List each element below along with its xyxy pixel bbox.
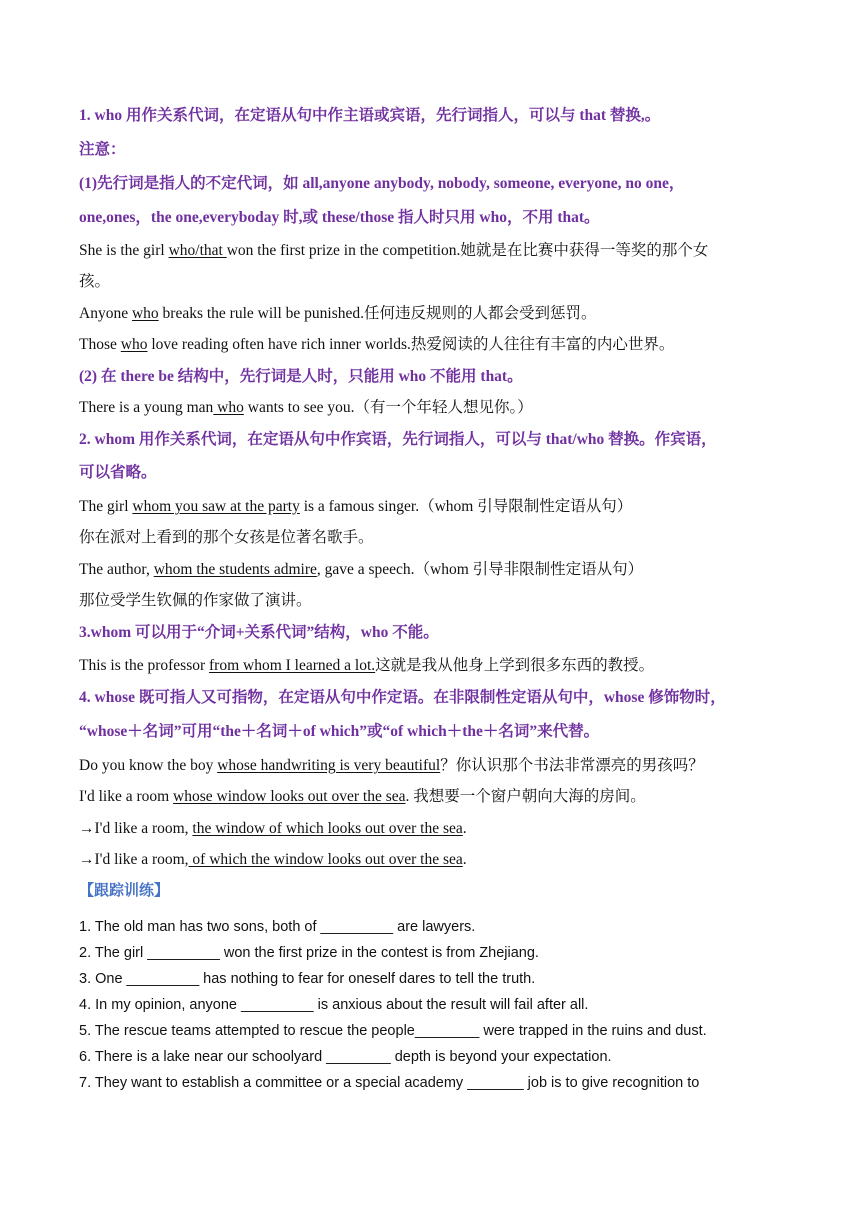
example-5-relative-clause: whom you saw at the party [132,498,300,515]
example-2-text-tail: breaks the rule will be punished.任何违反规则的人都会受到惩罚。 [158,305,597,322]
example-4-text-tail: wants to see you.（有一个年轻人想见你。） [243,399,533,416]
example-8-text-tail: ？你认识那个书法非常漂亮的男孩吗？ [440,757,704,774]
example-10-text-tail: . [462,820,467,837]
example-6-relative-clause: whom the students admire [153,561,317,578]
practice-heading: 【跟踪训练】 [79,883,170,899]
section-1-title: 1. who 用作关系代词，在定语从句中作主语或宾语，先行词指人，可以与 that 替换,。 [79,107,661,124]
example-2 [79,304,596,324]
example-8-text: Do you know the boy [79,757,218,774]
example-7-relative-clause: from whom I learned a lot. [209,657,376,674]
example-6-text: The author, [79,561,154,578]
example-5-text: The girl [79,498,133,515]
example-3-text-tail: love reading often have rich inner worlds.热爱阅读的人往往有丰富的内心世界。 [147,336,675,353]
example-2-relative-word: who [131,305,159,322]
practice-item: 7. They want to establish a committee or a special academy _______ job is to give recognition to [79,1075,700,1091]
section-3-title: 3.whom 可以用于“介词+关系代词”结构，who 不能。 [79,624,439,641]
example-9 [79,787,646,807]
section-1-point-1-line-b: one,ones，the one,everyboday 时,或 these/those 指人时只用 who，不用 that。 [79,209,600,226]
example-3-text: Those [79,336,121,353]
example-1-text: She is the girl [79,242,169,259]
section-4-title-line-a: 4. whose 既可指人又可指物，在定语从句中作定语。在非限制性定语从句中，whose 修饰物时， [79,689,726,706]
practice-item: 5. The rescue teams attempted to rescue the people________ were trapped in the ruins and dust. [79,1023,707,1039]
example-9-text: I'd like a room [79,788,174,805]
example-5-text-tail: is a famous singer.（whom 引导限制性定语从句） [299,498,633,515]
example-11-text-tail: . [462,851,467,868]
example-11-relative-clause: of which the window looks out over the sea [188,851,463,868]
example-8 [79,756,704,776]
section-2-title-line-a: 2. whom 用作关系代词，在定语从句中作宾语，先行词指人，可以与 that/who 替换。作宾语， [79,431,717,448]
example-1-relative-clause: who/that [168,242,227,259]
example-9-text-tail: . 我想要一个窗户朝向大海的房间。 [405,788,646,805]
example-2-text: Anyone [79,305,132,322]
section-2-title-line-b: 可以省略。 [79,464,157,481]
example-9-relative-clause: whose window looks out over the sea [173,788,406,805]
practice-item: 1. The old man has two sons, both of _________ are lawyers. [79,919,476,935]
example-8-relative-clause: whose handwriting is very beautiful [217,757,441,774]
example-4-relative-word: who [213,399,244,416]
practice-item: 4. In my opinion, anyone _________ is anxious about the result will fail after all. [79,997,589,1013]
section-1-point-2: (2) 在 there be 结构中，先行词是人时，只能用 who 不能用 that。 [79,368,523,385]
example-4-text: There is a young man [79,399,214,416]
example-1-continuation: 孩。 [79,273,111,290]
example-10-text: →I'd like a room, [79,820,193,837]
example-3-relative-word: who [120,336,148,353]
example-11 [79,850,467,870]
example-6-translation: 那位受学生钦佩的作家做了演讲。 [79,592,312,609]
example-3 [79,335,674,355]
example-7 [79,656,654,676]
example-10 [79,819,467,839]
practice-item: 3. One _________ has nothing to fear for oneself dares to tell the truth. [79,971,536,987]
note-label: 注意： [79,141,126,158]
example-1-text-tail: won the first prize in the competition.她就是在比赛中获得一等奖的那个女 [226,242,709,259]
example-6-text-tail: , gave a speech.（whom 引导非限制性定语从句） [316,561,644,578]
example-1 [79,241,708,261]
practice-item: 2. The girl _________ won the first prize in the contest is from Zhejiang. [79,945,539,961]
example-7-text-tail: 这就是我从他身上学到很多东西的教授。 [375,657,655,674]
example-5-translation: 你在派对上看到的那个女孩是位著名歌手。 [79,529,374,546]
section-1-point-1-line-a: (1)先行词是指人的不定代词，如 all,anyone anybody, nobody, someone, everyone, no one， [79,175,685,192]
example-5 [79,497,632,517]
example-10-relative-clause: the window of which looks out over the sea [192,820,463,837]
example-11-text: →I'd like a room, [79,851,189,868]
practice-item: 6. There is a lake near our schoolyard ________ depth is beyond your expectation. [79,1049,612,1065]
example-4 [79,398,533,418]
example-7-text: This is the professor [79,657,210,674]
example-6 [79,560,643,580]
section-4-title-line-b: “whose＋名词”可用“the＋名词＋of which”或“of which＋the＋名词”来代替。 [79,723,600,740]
